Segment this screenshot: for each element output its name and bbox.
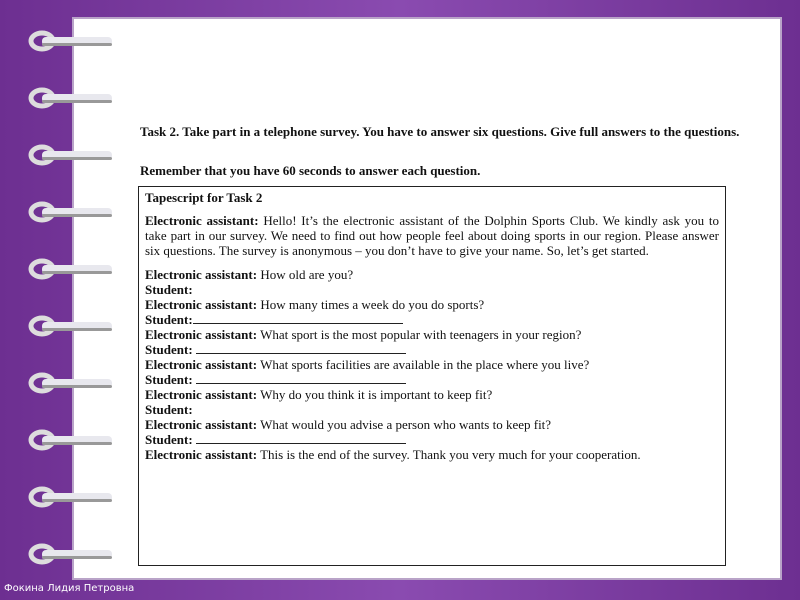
speaker-label: Electronic assistant:: [145, 297, 258, 312]
spiral-ring-icon: [26, 429, 116, 451]
intro-text: Hello! It’s the electronic assistant of the Dolphin Sports Club. We kindly ask you to take part in our survey. We need to find out how people feel about doing sports in our region. Please answer six questions. The survey is anonymous – you don’t have to give your name. So, let’s get started.: [145, 213, 719, 258]
question-5: [145, 387, 719, 402]
answer-blank: [193, 312, 403, 324]
spiral-ring-icon: [26, 258, 116, 280]
spiral-ring-icon: [26, 486, 116, 508]
question-1: [145, 267, 719, 282]
speaker-label: Student:: [145, 342, 193, 357]
question-6: [145, 417, 719, 432]
question-text: What sports facilities are available in the place where you live?: [257, 357, 590, 372]
speaker-label: Electronic assistant:: [145, 357, 258, 372]
closing-line: [145, 447, 719, 462]
question-text: What sport is the most popular with teenagers in your region?: [257, 327, 582, 342]
question-text: What would you advise a person who wants to keep fit?: [257, 417, 552, 432]
student-answer-5: [145, 402, 719, 417]
question-text: How old are you?: [257, 267, 354, 282]
answer-blank: [196, 372, 406, 384]
student-answer-3: [145, 342, 719, 357]
speaker-label: Student:: [145, 312, 193, 327]
speaker-label: Electronic assistant:: [145, 387, 258, 402]
student-answer-4: [145, 372, 719, 387]
tapescript-box: [138, 186, 726, 566]
student-answer-2: [145, 312, 719, 327]
question-2: [145, 297, 719, 312]
student-answer-1: [145, 282, 719, 297]
speaker-label: Electronic assistant:: [145, 213, 259, 228]
spiral-ring-icon: [26, 543, 116, 565]
speaker-label: Electronic assistant:: [145, 447, 258, 462]
closing-text: This is the end of the survey. Thank you very much for your cooperation.: [257, 447, 641, 462]
speaker-label: Student:: [145, 372, 193, 387]
tapescript-title: Tapescript for Task 2: [145, 190, 263, 205]
author-footer: Фокина Лидия Петровна: [4, 583, 135, 594]
question-text: How many times a week do you do sports?: [257, 297, 485, 312]
question-4: [145, 357, 719, 372]
spiral-ring-icon: [26, 201, 116, 223]
question-3: [145, 327, 719, 342]
task-heading: Task 2. Take part in a telephone survey. You have to answer six questions. Give full answers to the questions.: [140, 124, 740, 139]
answer-blank: [196, 342, 406, 354]
speaker-label: Student:: [145, 402, 193, 417]
spiral-ring-icon: [26, 144, 116, 166]
task-reminder: Remember that you have 60 seconds to answer each question.: [140, 163, 481, 178]
spiral-ring-icon: [26, 30, 116, 52]
spiral-ring-icon: [26, 372, 116, 394]
speaker-label: Electronic assistant:: [145, 417, 258, 432]
speaker-label: Electronic assistant:: [145, 327, 258, 342]
question-text: Why do you think it is important to keep fit?: [257, 387, 493, 402]
speaker-label: Electronic assistant:: [145, 267, 258, 282]
speaker-label: Student:: [145, 432, 193, 447]
spiral-ring-icon: [26, 87, 116, 109]
speaker-label: Student:: [145, 282, 193, 297]
assistant-intro: [145, 213, 719, 258]
spiral-ring-icon: [26, 315, 116, 337]
student-answer-6: [145, 432, 719, 447]
answer-blank: [196, 432, 406, 444]
